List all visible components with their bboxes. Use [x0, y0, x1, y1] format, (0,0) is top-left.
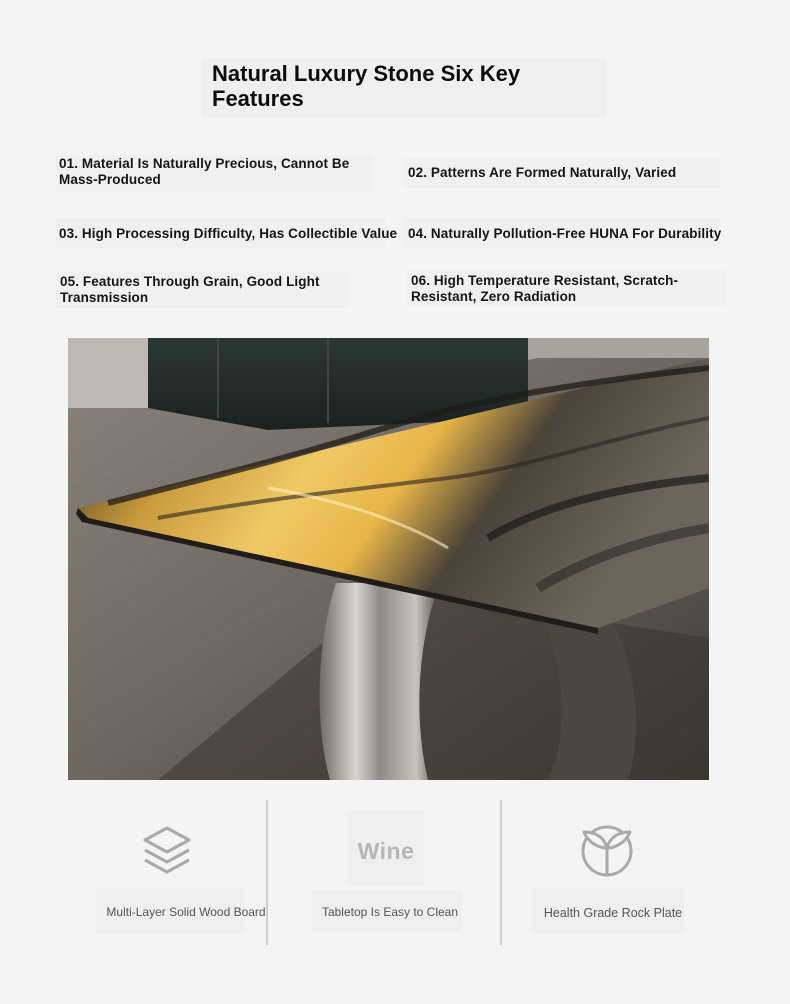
icon-label-rock-plate: Health Grade Rock Plate [543, 906, 683, 920]
leaf-sprout-icon [578, 822, 636, 878]
feature-item-1: 01. Material Is Naturally Precious, Cannot Be Mass-Produced [59, 156, 350, 187]
feature-item-3: 03. High Processing Difficulty, Has Collectible Value [59, 226, 398, 241]
feature-item-6: 06. High Temperature Resistant, Scratch-Resistant, Zero Radiation [411, 273, 679, 304]
feature-item-2: 02. Patterns Are Formed Naturally, Varied [408, 165, 677, 180]
page-title: Natural Luxury Stone Six Key Features [212, 61, 521, 111]
divider-2 [500, 800, 502, 945]
icon-label-easy-clean: Tabletop Is Easy to Clean [321, 905, 459, 919]
divider-1 [266, 800, 268, 945]
feature-item-4: 04. Naturally Pollution-Free HUNA For Durability [408, 226, 722, 241]
feature-item-5: 05. Features Through Grain, Good Light Transmission [60, 274, 320, 305]
icon-label-wood-board: Multi-Layer Solid Wood Board [106, 905, 266, 919]
wine-icon: Wine [357, 838, 415, 864]
layers-icon [140, 824, 194, 878]
marble-table-photo [68, 338, 709, 780]
